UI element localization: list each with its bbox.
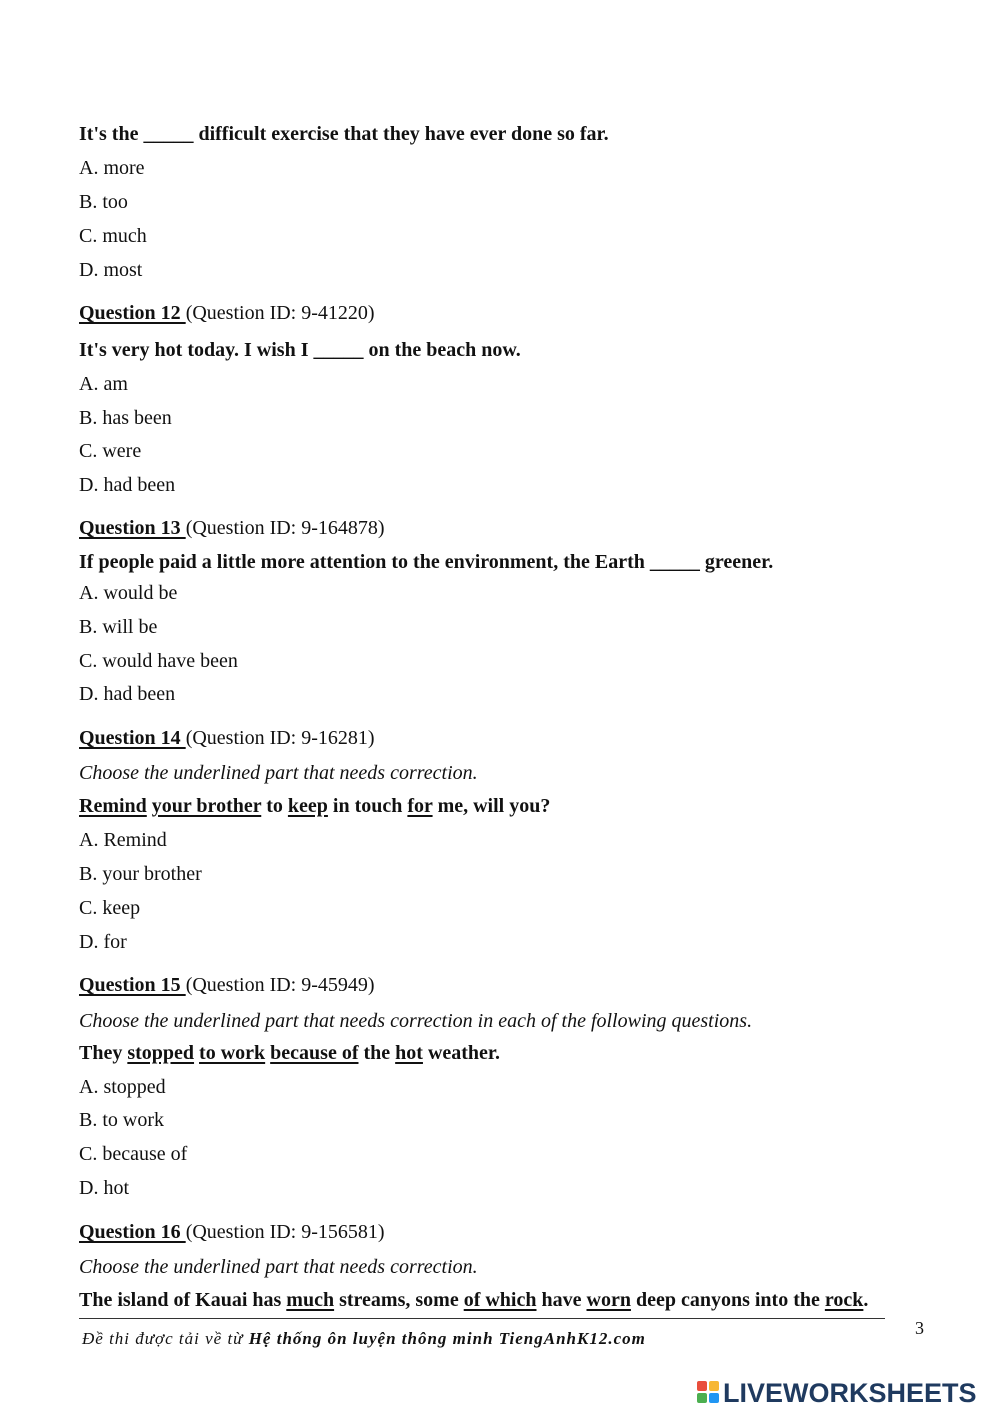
q12-stem: It's very hot today. I wish I _____ on the beach now. [79, 339, 521, 361]
q13-option-d[interactable]: D. had been [79, 683, 176, 705]
footer-source: Đề thi được tải về từ Hệ thống ôn luyện thông minh TiengAnhK12.com [82, 1329, 646, 1348]
q15-option-b[interactable]: B. to work [79, 1109, 164, 1131]
footer-divider [79, 1318, 885, 1319]
q12-heading [79, 300, 375, 326]
q12-option-c[interactable]: C. were [79, 440, 142, 462]
q16-instruction: Choose the underlined part that needs correction. [79, 1256, 478, 1278]
q15-option-a[interactable]: A. stopped [79, 1076, 166, 1098]
q11-option-c[interactable]: C. much [79, 225, 147, 247]
q13-option-a[interactable]: A. would be [79, 582, 178, 604]
q14-option-b[interactable]: B. your brother [79, 863, 202, 885]
q15-id: (Question ID: 9-45949) [185, 974, 375, 996]
q14-instruction: Choose the underlined part that needs correction. [79, 762, 478, 784]
q16-label: Question 16 [79, 1221, 186, 1243]
q15-option-d[interactable]: D. hot [79, 1177, 129, 1199]
q16-stem: The island of Kauai has much streams, some of which have worn deep canyons into the rock. [79, 1289, 869, 1311]
q14-option-c[interactable]: C. keep [79, 897, 141, 919]
q13-heading [79, 515, 385, 541]
q13-option-b[interactable]: B. will be [79, 616, 158, 638]
q12-option-b[interactable]: B. has been [79, 407, 172, 429]
q16-id: (Question ID: 9-156581) [185, 1221, 385, 1243]
q13-option-c[interactable]: C. would have been [79, 650, 238, 672]
q11-option-a[interactable]: A. more [79, 157, 145, 179]
q14-id: (Question ID: 9-16281) [185, 727, 375, 749]
q13-label: Question 13 [79, 517, 186, 539]
q15-stem: They stopped to work because of the hot weather. [79, 1042, 500, 1064]
page-number: 3 [915, 1318, 924, 1338]
q14-label: Question 14 [79, 727, 186, 749]
q15-heading [79, 972, 375, 998]
q11-option-d[interactable]: D. most [79, 259, 143, 281]
q15-instruction: Choose the underlined part that needs correction in each of the following questions. [79, 1010, 753, 1032]
q13-id: (Question ID: 9-164878) [185, 517, 385, 539]
liveworksheets-logo-text: LIVEWORKSHEETS [723, 1377, 977, 1408]
q14-heading [79, 725, 375, 751]
q11-stem: It's the _____ difficult exercise that they have ever done so far. [79, 123, 609, 145]
liveworksheets-logo-icon [697, 1381, 721, 1405]
q12-label: Question 12 [79, 302, 186, 324]
q14-option-a[interactable]: A. Remind [79, 829, 167, 851]
q12-option-d[interactable]: D. had been [79, 474, 176, 496]
q13-stem: If people paid a little more attention to the environment, the Earth _____ greener. [79, 551, 774, 573]
q11-option-b[interactable]: B. too [79, 191, 128, 213]
q14-stem: Remind your brother to keep in touch for me, will you? [79, 795, 551, 817]
q15-option-c[interactable]: C. because of [79, 1143, 188, 1165]
q12-id: (Question ID: 9-41220) [185, 302, 375, 324]
q14-option-d[interactable]: D. for [79, 931, 127, 953]
q16-heading [79, 1219, 385, 1245]
q12-option-a[interactable]: A. am [79, 373, 128, 395]
q15-label: Question 15 [79, 974, 186, 996]
liveworksheets-logo[interactable] [697, 1378, 977, 1408]
